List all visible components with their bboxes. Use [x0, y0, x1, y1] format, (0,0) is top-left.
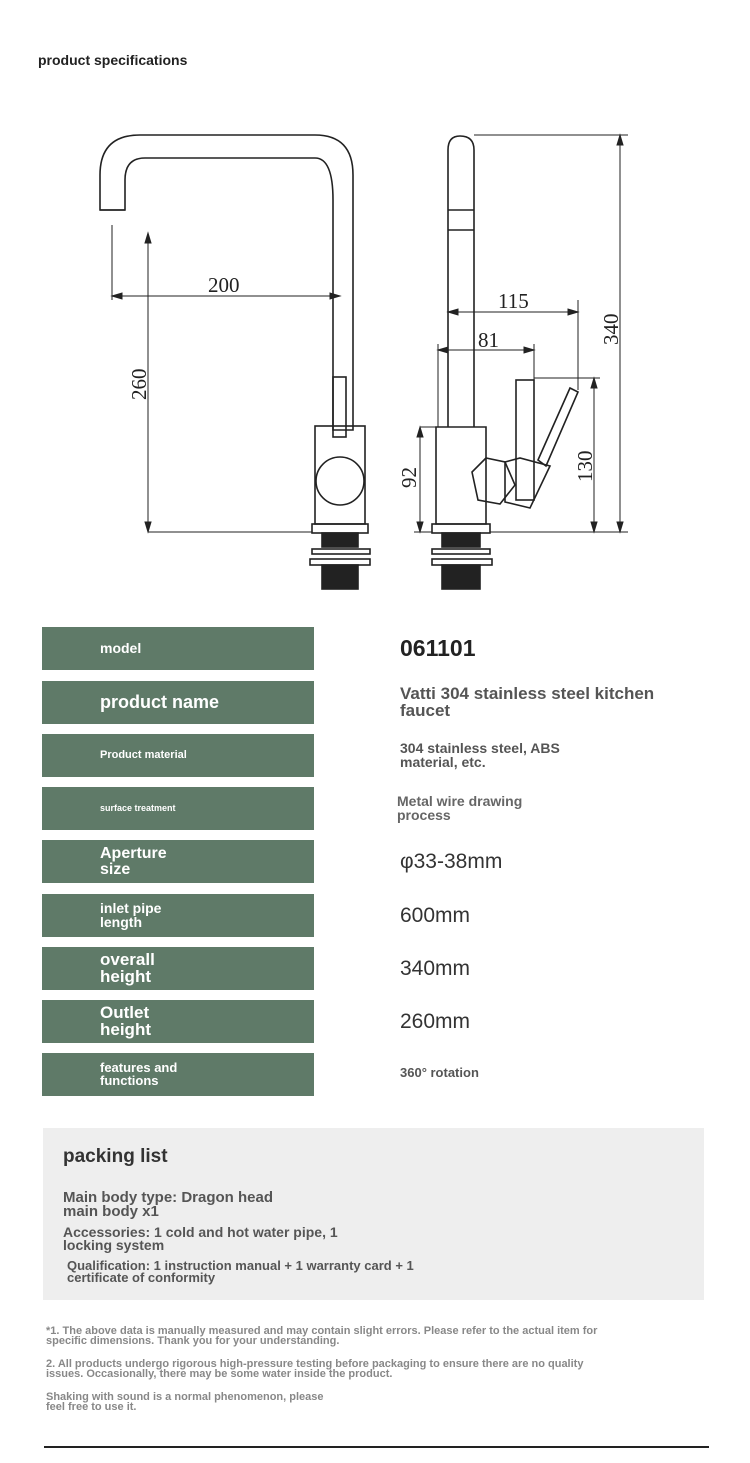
spec-value: Vatti 304 stainless steel kitchen faucet — [400, 684, 655, 720]
faucet-dimension-drawing — [0, 100, 750, 600]
dim-130-label: 130 — [573, 450, 597, 482]
dim-340-label: 340 — [599, 313, 623, 345]
spec-label: product name — [42, 681, 314, 724]
spec-label: model — [42, 627, 314, 670]
spec-label — [42, 1053, 314, 1096]
side-handle — [538, 388, 578, 466]
spec-label: surface treatment — [42, 787, 314, 830]
side-body — [436, 427, 486, 524]
front-body — [315, 426, 365, 524]
dim-81-label: 81 — [478, 328, 499, 352]
dim-200-label: 200 — [208, 273, 240, 297]
spec-label — [42, 840, 314, 883]
page-title: product specifications — [38, 52, 188, 68]
spec-label-text: features and functions — [100, 1060, 178, 1088]
note-item: *1. The above data is manually measured and may contain slight errors. Please refer to the actual item for specific dimensions. Thank you for your understanding. — [46, 1325, 598, 1348]
spec-label-text: overall height — [100, 950, 155, 986]
spec-value: 340mm — [400, 956, 471, 980]
spec-label — [42, 894, 314, 937]
packing-qualification: Qualification: 1 instruction manual + 1 warranty card + 1 certificate of conformity — [67, 1258, 414, 1286]
spec-value: Metal wire drawing process — [397, 793, 523, 823]
note-item: 2. All products undergo rigorous high-pressure testing before packaging to ensure there are no quality issues. Occasionally, there may be some water inside the product. — [46, 1357, 584, 1381]
spec-label — [42, 1000, 314, 1043]
packing-main-body: Main body type: Dragon head main body x1 — [63, 1189, 274, 1221]
dim-260-label: 260 — [127, 368, 151, 400]
spec-label-text: Aperture size — [100, 845, 167, 878]
packing-accessories: Accessories: 1 cold and hot water pipe, 1 locking system — [63, 1224, 338, 1254]
side-spout — [448, 136, 474, 427]
front-handle — [333, 377, 346, 437]
spec-value: φ33-38mm — [400, 849, 503, 873]
spec-label-text: Outlet height — [100, 1003, 151, 1039]
spec-value: 600mm — [400, 903, 471, 927]
bottom-divider — [44, 1446, 709, 1448]
spec-label-text: inlet pipe length — [100, 900, 162, 930]
packing-list-panel — [43, 1128, 704, 1300]
spec-label: Product material — [42, 734, 314, 777]
spec-value: 260mm — [400, 1009, 471, 1033]
notes-section — [46, 1326, 606, 1425]
dim-92-label: 92 — [397, 467, 421, 488]
spec-value: 360° rotation — [400, 1064, 479, 1080]
spec-label — [42, 947, 314, 990]
packing-list-heading: packing list — [63, 1146, 168, 1167]
spec-value: 061101 — [400, 634, 476, 661]
dim-115-label: 115 — [498, 289, 529, 313]
front-knob — [316, 457, 364, 505]
spec-value: 304 stainless steel, ABS material, etc. — [400, 740, 560, 770]
note-item: Shaking with sound is a normal phenomenon, please feel free to use it. — [46, 1390, 324, 1414]
